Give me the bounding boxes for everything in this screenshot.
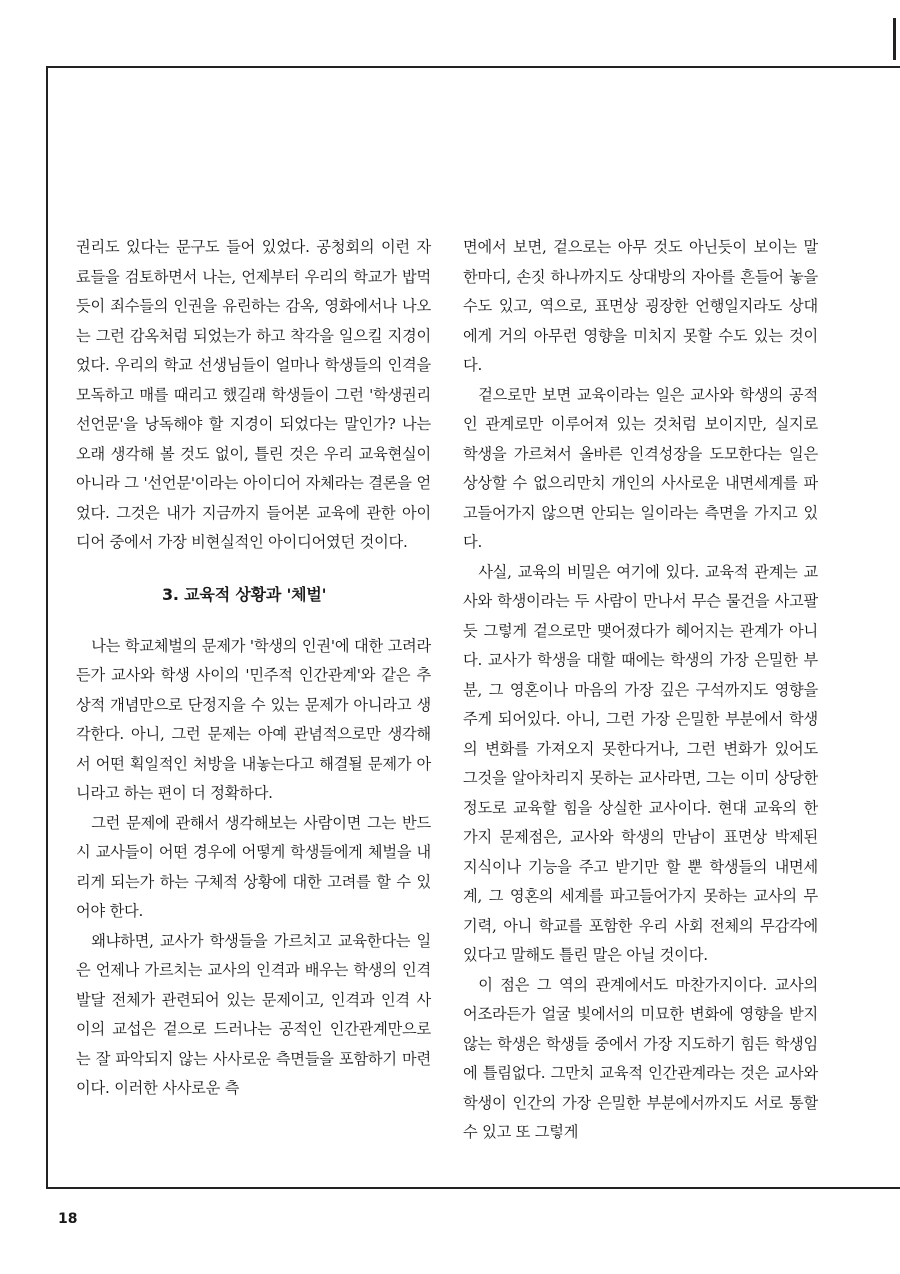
right-paragraph-4: 이 점은 그 역의 관계에서도 마찬가지이다. 교사의 어조라든가 얼굴 빛에서의 미묘한 변화에 영향을 받지 않는 학생은 학생들 중에서 가장 지도하기 힘든 학생임에 틀림없다. 그만치 교육적 인간관계라는 것은 교사와 학생이 인간의 가장 은밀한 부분에서까지도 서로 통할 수 있고 또 그렇게 <box>463 975 818 1141</box>
page-number: 18 <box>58 1211 78 1227</box>
frame-top-rule <box>46 66 900 68</box>
left-paragraph-2: 나는 학교체벌의 문제가 '학생의 인권'에 대한 고려라든가 교사와 학생 사이의 '민주적 인간관계'와 같은 추상적 개념만으로 단정지을 수 있는 문제가 아니라고 생각한다. 아니, 그런 문제는 아예 관념적으로만 생각해서 어떤 획일적인 처방을 내놓는다고 해결될 문제가 아니라고 하는 편이 더 정확하다. <box>76 636 431 802</box>
left-paragraph-4: 왜냐하면, 교사가 학생들을 가르치고 교육한다는 일은 언제나 가르치는 교사의 인격과 배우는 학생의 인격발달 전체가 관련되어 있는 문제이고, 인격과 인격 사이의 교섭은 겉으로 드러나는 공적인 인간관계만으로는 잘 파악되지 않는 사사로운 측면들을 포함하기 마련이다. 이러한 사사로운 측 <box>76 931 431 1097</box>
left-text-column <box>76 233 431 1104</box>
frame-left-rule <box>46 66 48 1188</box>
left-paragraph-1: 권리도 있다는 문구도 들어 있었다. 공청회의 이런 자료들을 검토하면서 나는, 언제부터 우리의 학교가 밥먹듯이 죄수들의 인권을 유린하는 감옥, 영화에서나 나오는 그런 감옥처럼 되었는가 하고 착각을 일으킬 지경이었다. 우리의 학교 선생님들이 얼마나 학생들의 인격을 모독하고 매를 때리고 했길래 학생들이 그런 '학생권리 선언문'을 낭독해야 할 지경이 되었다는 말인가? 나는 오래 생각해 볼 것도 없이, 틀린 것은 우리 교육현실이 아니라 그 '선언문'이라는 아이디어 자체라는 결론을 얻었다. 그것은 내가 지금까지 들어본 교육에 관한 아이디어 중에서 가장 비현실적인 아이디어였던 것이다. <box>76 238 431 551</box>
right-paragraph-3: 사실, 교육의 비밀은 여기에 있다. 교육적 관계는 교사와 학생이라는 두 사람이 만나서 무슨 물건을 사고팔듯 그렇게 겉으로만 맺어졌다가 헤어지는 관계가 아니다. 교사가 학생을 대할 때에는 학생의 가장 은밀한 부분, 그 영혼이나 마음의 가장 깊은 구석까지도 영향을 주게 되어있다. 아니, 그런 가장 은밀한 부분에서 학생의 변화를 가져오지 못한다거나, 그런 변화가 있어도 그것을 알아차리지 못하는 교사라면, 그는 이미 상당한 정도로 교육할 힘을 상실한 교사이다. 현대 교육의 한 가지 문제점은, 교사와 학생의 만남이 표면상 박제된 지식이나 기능을 주고 받기만 할 뿐 학생들의 내면세계, 그 영혼의 세계를 파고들어가지 못하는 교사의 무기력, 아니 학교를 포함한 우리 사회 전체의 무감각에 있다고 말해도 틀린 말은 아닐 것이다. <box>463 562 818 964</box>
page-corner-mark <box>893 18 896 60</box>
right-paragraph-2: 겉으로만 보면 교육이라는 일은 교사와 학생의 공적인 관계로만 이루어져 있는 것처럼 보이지만, 실지로 학생을 가르쳐서 올바른 인격성장을 도모한다는 일은 상상할 수 없으리만치 개인의 사사로운 내면세계를 파고들어가지 않으면 안되는 일이라는 측면을 가지고 있다. <box>463 385 818 551</box>
right-paragraph-1: 면에서 보면, 겉으로는 아무 것도 아닌듯이 보이는 말 한마디, 손짓 하나까지도 상대방의 자아를 흔들어 놓을 수도 있고, 역으로, 표면상 굉장한 언행일지라도 상대에게 거의 아무런 영향을 미치지 못할 수도 있는 것이다. <box>463 238 818 374</box>
left-paragraph-3: 그런 문제에 관해서 생각해보는 사람이면 그는 반드시 교사들이 어떤 경우에 어떻게 학생들에게 체벌을 내리게 되는가 하는 구체적 상황에 대한 고려를 할 수 있어야 한다. <box>76 813 431 920</box>
frame-bottom-rule <box>46 1187 900 1189</box>
section-heading: 3. 교육적 상황과 '체벌' <box>162 584 327 604</box>
right-text-column <box>463 233 818 1148</box>
